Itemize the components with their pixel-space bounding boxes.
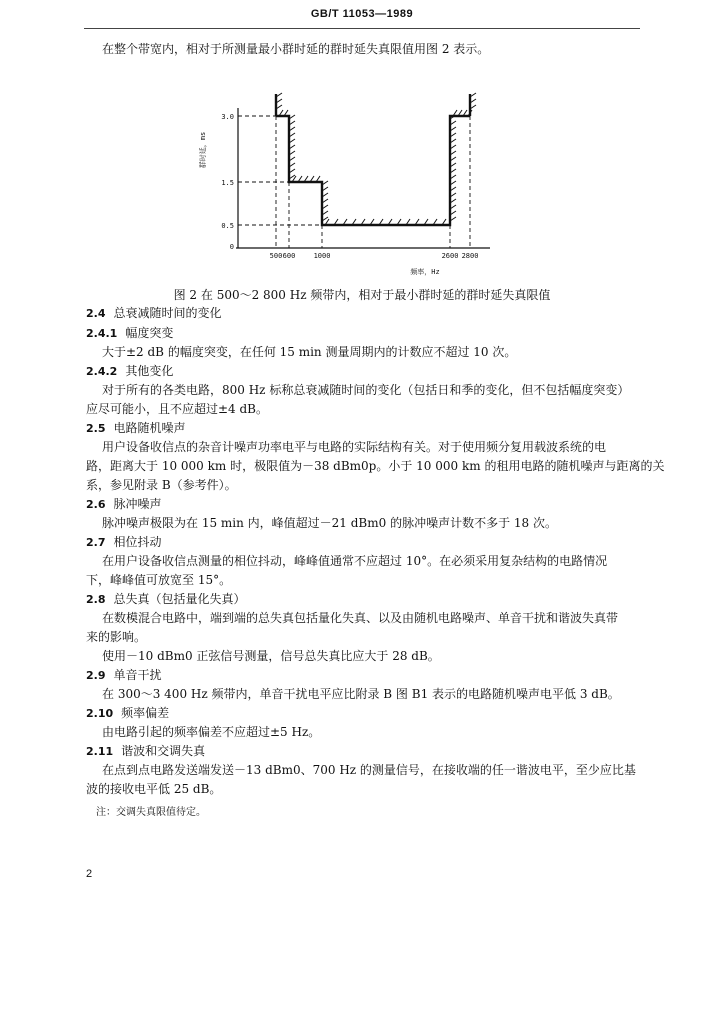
- paragraph: 在 300～3 400 Hz 频带内，单音干扰电平应比附录 B 图 B1 表示的电路随机噪声电平低 3 dB。: [102, 687, 620, 701]
- paragraph: 在点到点电路发送端发送－13 dBm0、700 Hz 的测量信号，在接收端的任一谐波电平，至少应比基: [102, 763, 636, 777]
- y-tick-label: 0: [229, 243, 234, 251]
- note: 注：交调失真限值待定。: [96, 807, 206, 818]
- section-title: 幅度突变: [125, 326, 174, 340]
- section-title: 总失真（包括量化失真）: [113, 592, 246, 606]
- section-title: 总衰减随时间的变化: [113, 306, 222, 320]
- paragraph: 脉冲噪声极限为在 15 min 内，峰值超过－21 dBm0 的脉冲噪声计数不多于 18 次。: [102, 516, 557, 530]
- section-number: 2.4: [86, 307, 106, 320]
- limit-mask-line: [276, 116, 470, 225]
- x-tick-label: 2600: [441, 252, 459, 260]
- x-tick-label: 2800: [461, 252, 479, 260]
- paragraph: 下，峰峰值可放宽至 15°。: [86, 573, 232, 587]
- group-delay-chart: [0, 0, 724, 290]
- section-title: 单音干扰: [113, 668, 162, 682]
- section-title: 电路随机噪声: [113, 421, 186, 435]
- section-title: 频率偏差: [121, 706, 170, 720]
- page-number: 2: [86, 868, 93, 880]
- paragraph: 应尽可能小，且不应超过±4 dB。: [86, 402, 269, 416]
- section-number: 2.4.2: [86, 365, 118, 378]
- paragraph: 在数模混合电路中，端到端的总失真包括量化失真、以及由随机电路噪声、单音干扰和谐波失真带: [102, 611, 619, 625]
- figure-caption: 图 2 在 500～2 800 Hz 频带内，相对于最小群时延的群时延失真限值: [173, 288, 551, 302]
- paragraph: 大于±2 dB 的幅度突变，在任何 15 min 测量周期内的计数应不超过 10 次。: [102, 345, 517, 359]
- paragraph: 对于所有的各类电路，800 Hz 标称总衰减随时间的变化（包括日和季的变化，但不包括幅度突变）: [102, 383, 630, 397]
- section-number: 2.9: [86, 669, 106, 682]
- x-tick-label: 600: [282, 252, 296, 260]
- paragraph: 由电路引起的频率偏差不应超过±5 Hz。: [102, 725, 321, 739]
- paragraph: 波的接收电平低 25 dB。: [86, 782, 222, 796]
- section-number: 2.11: [86, 745, 114, 758]
- x-tick-label: 1000: [313, 252, 331, 260]
- y-tick-label: 3.0: [221, 113, 234, 121]
- paragraph: 使用－10 dBm0 正弦信号测量，信号总失真比应大于 28 dB。: [102, 649, 440, 663]
- section-number: 2.6: [86, 498, 106, 511]
- section-number: 2.5: [86, 422, 106, 435]
- x-axis-label: 频率，Hz: [410, 268, 440, 276]
- document-header: GB/T 11053—1989: [310, 8, 414, 20]
- section-number: 2.7: [86, 536, 106, 549]
- section-title: 相位抖动: [113, 535, 162, 549]
- paragraph: 路，距离大于 10 000 km 时，极限值为－38 dBm0p。小于 10 000 km 的租用电路的随机噪声与距离的关: [86, 459, 665, 473]
- section-number: 2.10: [86, 707, 114, 720]
- intro-text: 在整个带宽内，相对于所测量最小群时延的群时延失真限值用图 2 表示。: [102, 42, 490, 56]
- y-tick-label: 1.5: [221, 179, 234, 187]
- x-tick-label: 500: [269, 252, 283, 260]
- section-title: 其他变化: [125, 364, 174, 378]
- paragraph: 来的影响。: [86, 630, 147, 644]
- section-title: 脉冲噪声: [113, 497, 162, 511]
- y-axis-label: 群时延，ms: [199, 131, 207, 169]
- paragraph: 系，参见附录 B（参考件）。: [86, 478, 237, 492]
- paragraph: 在用户设备收信点测量的相位抖动，峰峰值通常不应超过 10°。在必须采用复杂结构的电路情况: [102, 554, 608, 568]
- paragraph: 用户设备收信点的杂音计噪声功率电平与电路的实际结构有关。对于使用频分复用载波系统的电: [102, 440, 607, 454]
- section-title: 谐波和交调失真: [121, 744, 206, 758]
- y-tick-label: 0.5: [221, 222, 234, 230]
- section-number: 2.4.1: [86, 327, 118, 340]
- section-number: 2.8: [86, 593, 106, 606]
